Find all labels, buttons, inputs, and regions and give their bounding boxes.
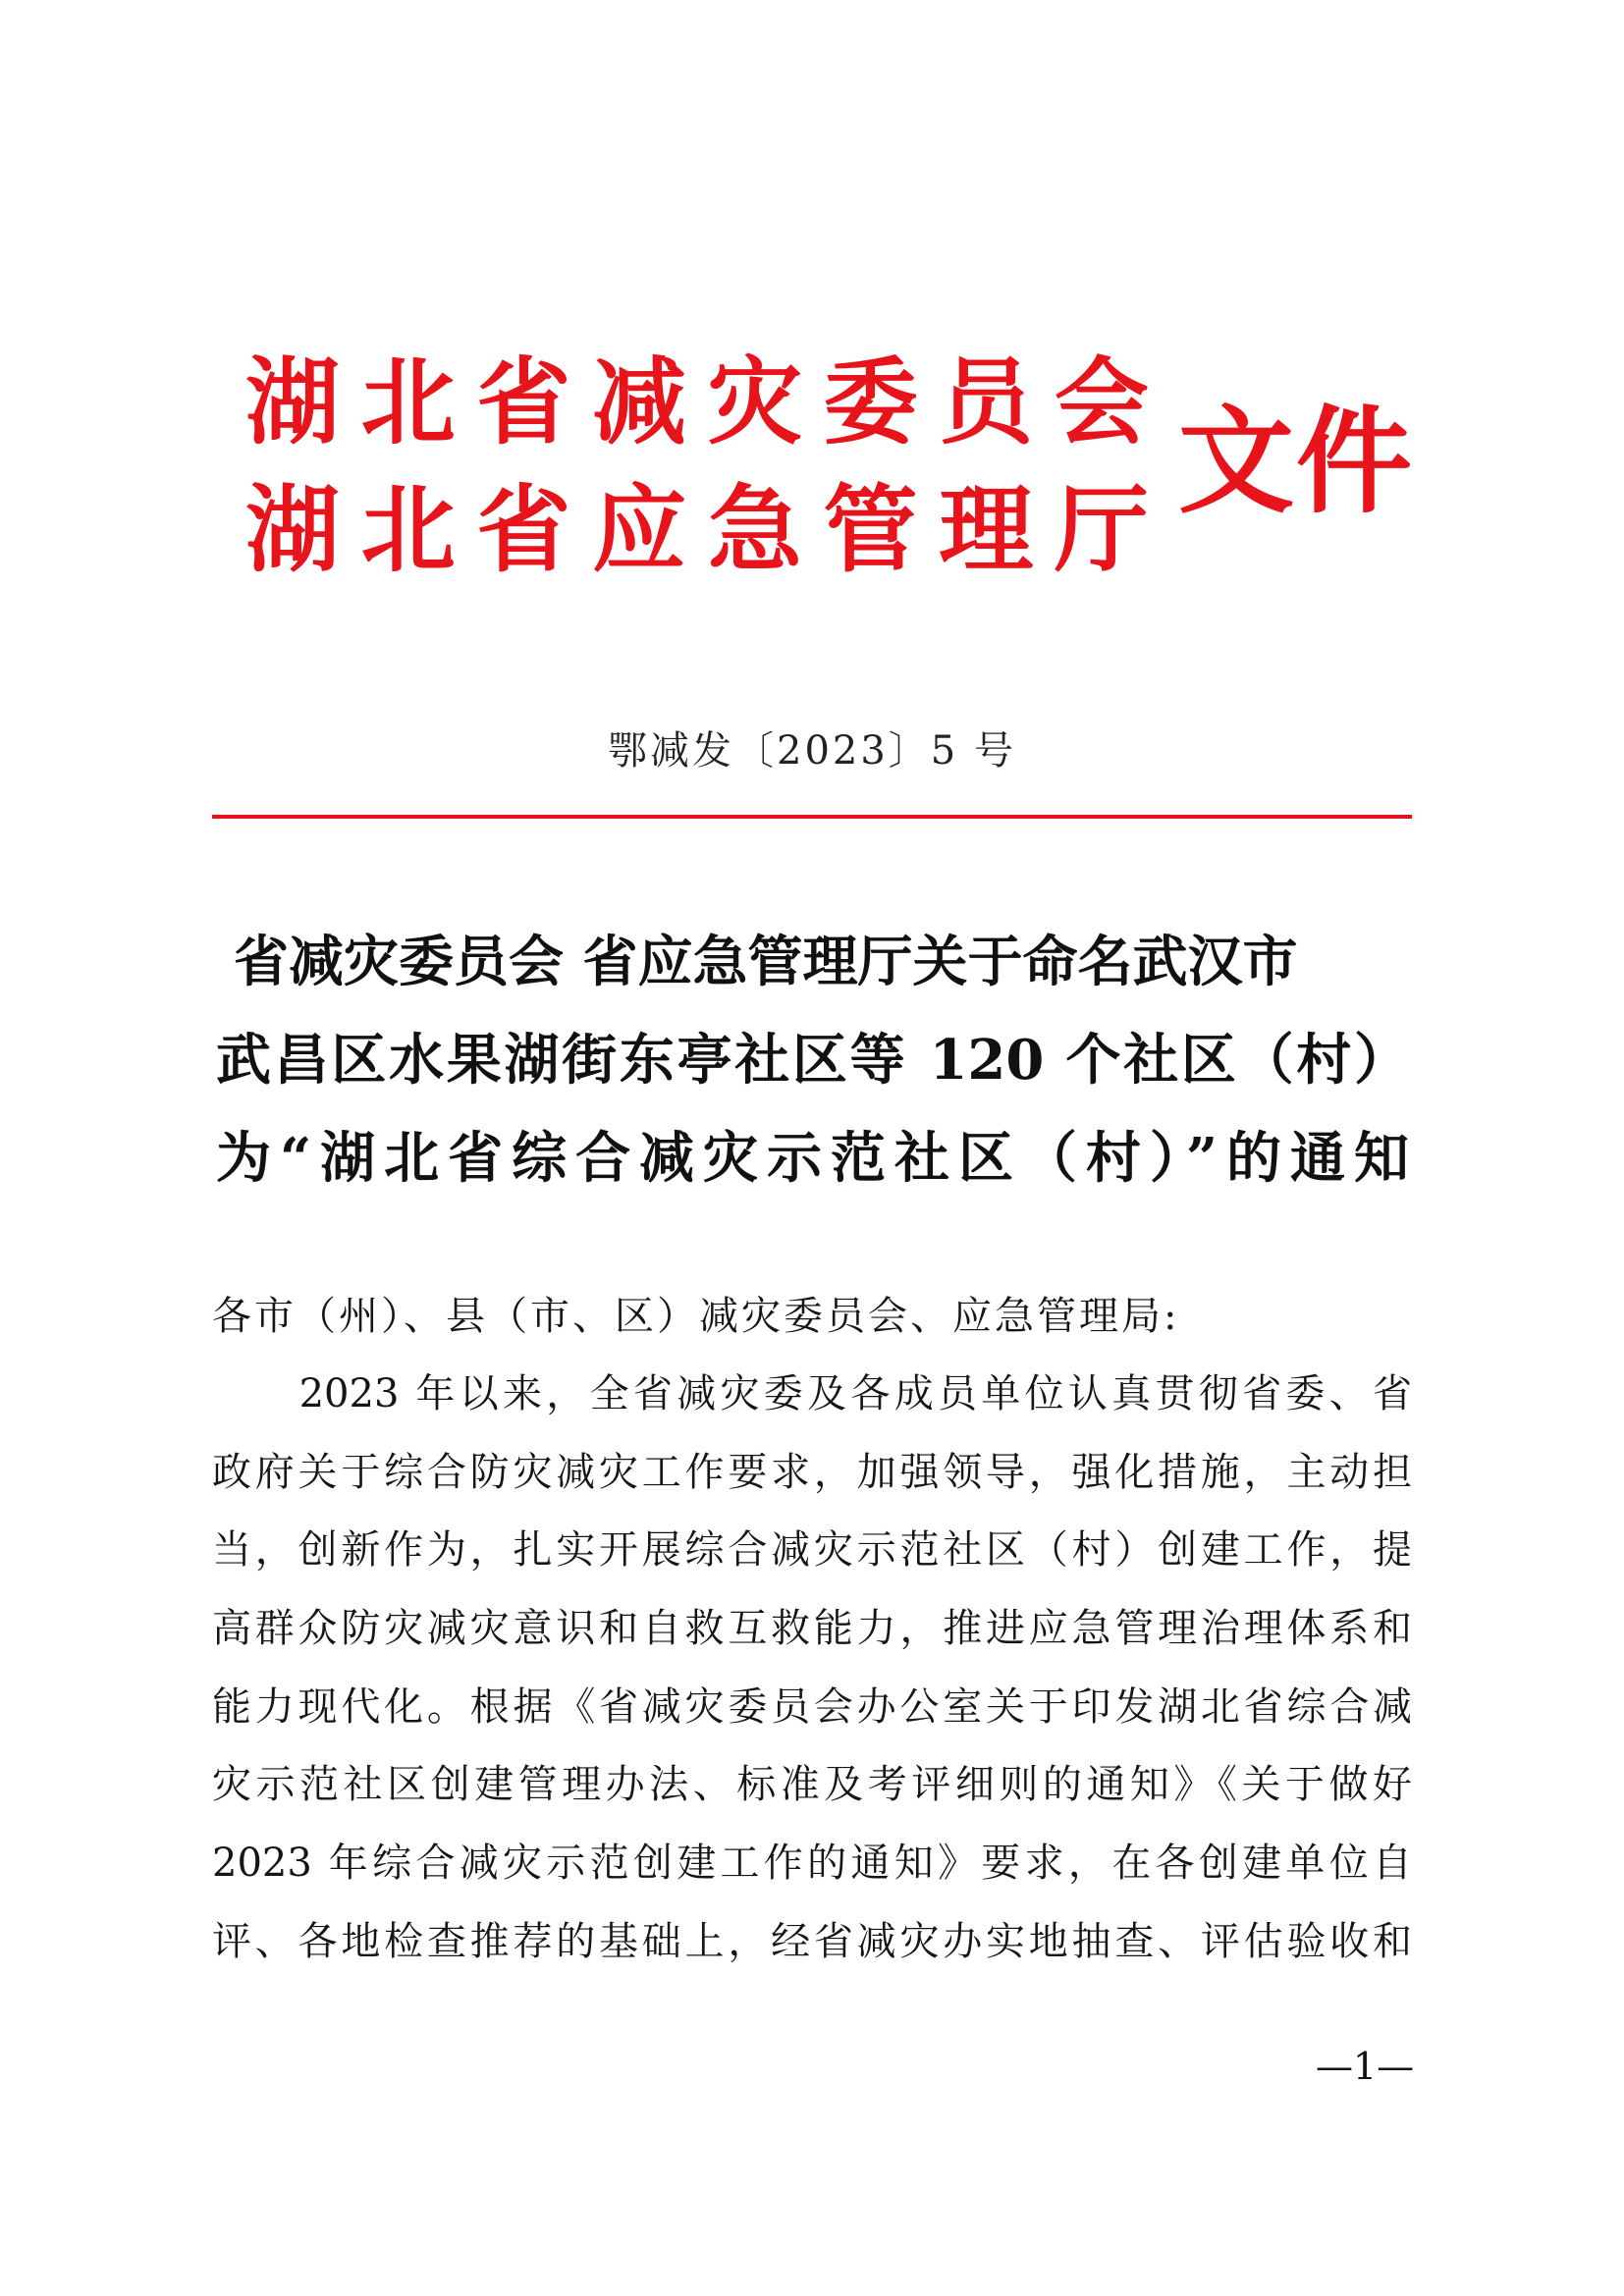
org-char: 湖 [245, 474, 340, 585]
org-char: 北 [360, 347, 456, 457]
org-char: 理 [939, 474, 1034, 585]
salutation: 各市（州）、县（市、区）减灾委员会、应急管理局: [212, 1294, 1180, 1339]
body-paragraph-line: 灾示范社区创建管理办法、标准及考评细则的通知》《关于做好 [212, 1762, 1412, 1807]
org-char: 湖 [245, 347, 340, 457]
org-char: 灾 [707, 347, 802, 457]
org-char: 委 [823, 347, 918, 457]
org-char: 员 [939, 347, 1034, 457]
org-char: 厅 [1054, 474, 1149, 585]
document-number: 鄂减发〔2023〕5 号 [608, 728, 1016, 774]
org-char: 急 [707, 474, 802, 585]
notice-title-line-3: 为“湖北省综合减灾示范社区（村）”的通知 [216, 1126, 1409, 1191]
document-type-label: 文件 [1178, 393, 1415, 529]
org-char: 省 [476, 347, 571, 457]
body-paragraph-line: 当，创新作为，扎实开展综合减灾示范社区（村）创建工作，提 [212, 1527, 1412, 1573]
body-paragraph-line: 评、各地检查推荐的基础上，经省减灾办实地抽查、评估验收和 [212, 1919, 1412, 1964]
org-char: 管 [823, 474, 918, 585]
body-paragraph-line: 能力现代化。根据《省减灾委员会办公室关于印发湖北省综合减 [212, 1684, 1412, 1730]
body-paragraph-line: 政府关于综合防灾减灾工作要求，加强领导，强化措施，主动担 [212, 1450, 1412, 1495]
org-name-line-2 [245, 476, 1149, 584]
page-number: —1— [1316, 2045, 1415, 2088]
body-paragraph-line: 2023 年以来，全省减灾委及各成员单位认真贯彻省委、省 [212, 1371, 1412, 1416]
notice-title-line-2: 武昌区水果湖街东亭社区等 120 个社区（村） [216, 1028, 1409, 1093]
org-char: 应 [592, 474, 687, 585]
notice-title-line-1: 省减灾委员会 省应急管理厅关于命名武汉市 [234, 930, 1298, 994]
body-paragraph-line: 高群众防灾减灾意识和自救互救能力，推进应急管理治理体系和 [212, 1606, 1412, 1651]
org-char: 省 [476, 474, 571, 585]
org-char: 会 [1054, 347, 1149, 457]
org-name-line-1 [245, 348, 1149, 456]
org-char: 减 [592, 347, 687, 457]
red-divider-line [212, 815, 1412, 819]
org-char: 北 [360, 474, 456, 585]
body-paragraph-line: 2023 年综合减灾示范创建工作的通知》要求，在各创建单位自 [212, 1841, 1412, 1886]
